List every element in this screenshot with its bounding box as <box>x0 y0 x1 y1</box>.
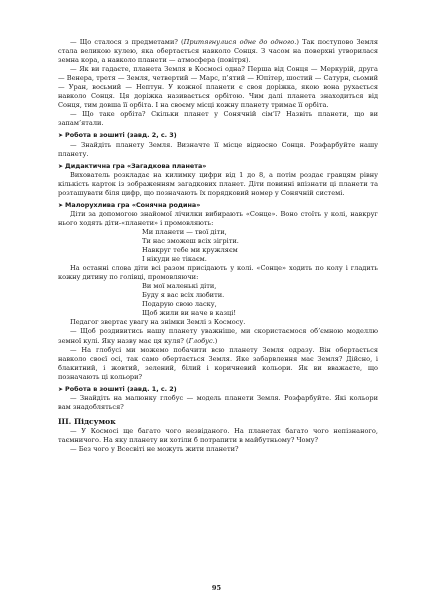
section-heading <box>58 385 378 394</box>
italic-text: Притягнулися одне до одного <box>183 38 295 46</box>
paragraph: На останні слова діти всі разом присідають у колі. «Сонце» ходить по колу і гладить кожну дитину по голівці, промовляючи: <box>58 264 378 282</box>
text: .) <box>212 336 218 345</box>
paragraph: — У Космосі ще багато чого незвіданого. На планетах багато чого непізнаного, таємничого. На яку планету ви хотіли б потрапити в майбутньому? Чому? <box>58 426 378 444</box>
poem-line: Навкруг тебе ми кружляєм <box>142 246 238 255</box>
part-heading: ІІІ. Підсумок <box>58 416 116 426</box>
poem-line: Щоб жили ви наче в казці! <box>142 309 237 318</box>
section-heading-text: Малорухлива гра «Сонячна родина» <box>65 200 201 209</box>
poem <box>142 228 378 264</box>
paragraph: Вихователь розкладає на килимку цифри від 1 до 8, а потім роздає гравцям рівну кількість карток із зображенням загадкових планет. Діти повинні впізнати ці планети та розташувати біля цифр, що позначають їх порядковий номер у Сонячній системі. <box>58 170 378 197</box>
arrow-bullet-icon: ➤ <box>58 162 64 170</box>
paragraph: Діти за допомогою знайомої лічилки вибирають «Сонце». Воно стоїть у колі, навкруг нього ходять діти-«планети» і промовляють: <box>58 209 378 227</box>
paragraph: — Що таке орбіта? Скільки планет у Сонячній сім’ї? Назвіть планети, що ви запам’ятали. <box>58 110 378 128</box>
section-heading <box>58 162 378 171</box>
poem <box>142 282 378 318</box>
section-heading-text: Робота в зошиті (завд. 2, с. 3) <box>65 131 177 140</box>
paragraph: — Без чого у Всесвіті не можуть жити планети? <box>70 445 239 454</box>
section-heading-text: Дидактична гра «Загадкова планета» <box>65 161 207 170</box>
arrow-bullet-icon: ➤ <box>58 201 64 209</box>
paragraph: — Як ви гадаєте, планета Земля в Космосі одна? Перша від Сонця — Меркурій, друга — Венера, третя — Земля, четвертий — Марс, п’ятий — Юпітер, шостий — Сатурн, сьомий — Уран, восьмий — Нептун. У кожної планети є своя доріжка, якою вона рухається навколо Сонця. Ця доріжка називається орбітою. Чим далі планета знаходиться від Сонця, тим довша її орбіта. І на своєму місці кожну планету тримає її орбіта. <box>58 65 378 110</box>
page-content <box>58 38 378 454</box>
poem-line: Ми планети — твої діти, <box>142 227 227 236</box>
section-heading <box>58 131 378 140</box>
poem-line: Ти нас зможеш всіх зігріти. <box>142 236 239 245</box>
italic-text: Глобус <box>188 336 213 345</box>
section-heading-text: Робота в зошиті (завд. 1, с. 2) <box>65 384 177 393</box>
arrow-bullet-icon: ➤ <box>58 132 64 140</box>
poem-line: Подарую свою ласку, <box>142 300 217 309</box>
arrow-bullet-icon: ➤ <box>58 385 64 393</box>
text: — Що сталося з предметами? ( <box>70 38 184 46</box>
text: — Щоб роздивитись нашу планету уважніше, ми скористаємося об’ємною моделлю земної кулі. Яку назву має ця куля? ( <box>58 327 378 345</box>
page-number: 95 <box>211 584 222 592</box>
paragraph: — Знайдіть на малюнку глобус — модель планети Земля. Розфарбуйте. Які кольори вам знадобляться? <box>58 393 378 411</box>
poem-line: Буду я вас всіх любити. <box>142 291 225 300</box>
paragraph: — Знайдіть планету Земля. Визначте її місце відносно Сонця. Розфарбуйте нашу планету. <box>58 140 378 158</box>
text: .) Так поступово Земля стала великою кулею, яка обертається навколо Сонця. З часом на поверхні утворилася земна кора, а навколо планети — атмосфера (повітря). <box>58 38 378 65</box>
paragraph <box>58 327 378 345</box>
poem-line: Ви мої маленькі діти, <box>142 282 217 291</box>
paragraph <box>58 38 378 65</box>
poem-line: І нікуди не тікаєм. <box>142 255 207 264</box>
paragraph: Педагог звертає увагу на знімки Землі з Космосу. <box>70 318 246 327</box>
paragraph: — На глобусі ми можемо побачити всю планету Земля одразу. Він обертається навколо своєї осі, так само обертається Земля. Яке забарвлення має Земля? Дійсно, і блакитний, і жовтий, зелений, білий і коричневий кольори. Як ви вважаєте, що позначають ці кольори? <box>58 345 378 381</box>
section-heading <box>58 201 378 210</box>
